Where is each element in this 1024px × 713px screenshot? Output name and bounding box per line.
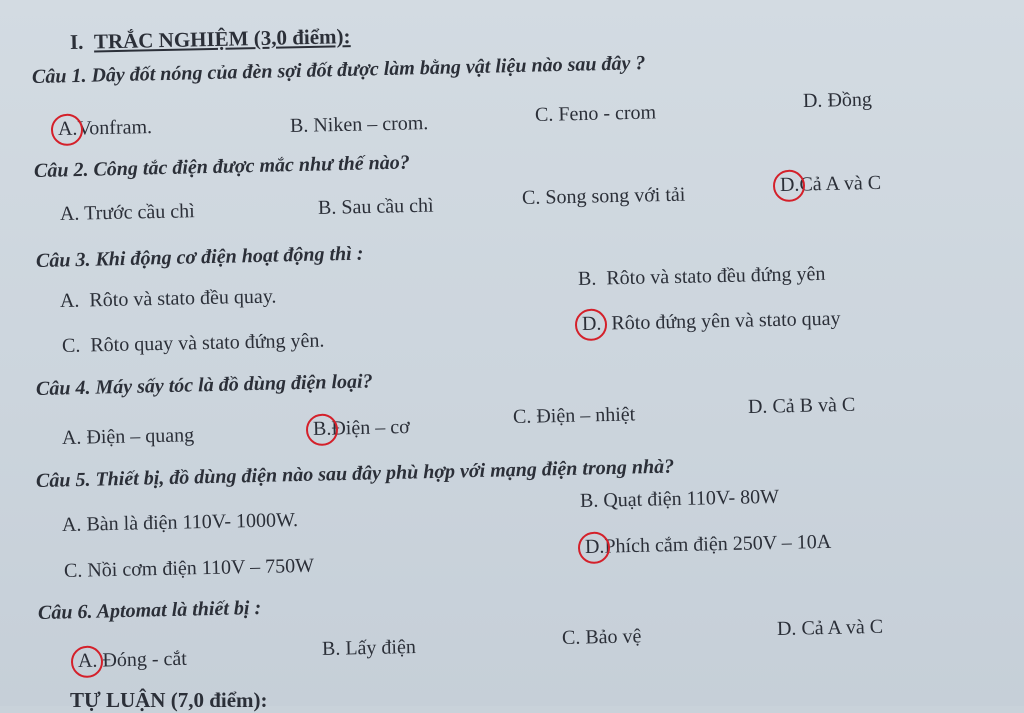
section-2-title: TỰ LUẬN (7,0 điểm): <box>70 688 268 712</box>
q5-option-c[interactable]: C. Nồi cơm điện 110V – 750W <box>63 554 315 582</box>
question-4: Câu 4. Máy sấy tóc là đồ dùng điện loại? <box>35 370 373 400</box>
answer-circle: D. <box>581 312 602 335</box>
q2-option-b[interactable]: B. Sau cầu chì <box>317 194 434 219</box>
q4-option-c[interactable]: C. Điện – nhiệt <box>512 403 636 428</box>
q5-option-b[interactable]: B. Quạt điện 110V- 80W <box>579 485 780 512</box>
q3-option-b[interactable]: B. Rôto và stato đều đứng yên <box>577 262 826 290</box>
q4-option-b[interactable]: B.Điện – cơ <box>312 415 410 440</box>
q2-option-d[interactable]: D.Cả A và C <box>779 171 882 196</box>
question-1: Câu 1. Dây đốt nóng của đèn sợi đốt được làm bằng vật liệu nào sau đây ? <box>31 52 646 88</box>
q1-option-b[interactable]: B. Niken – crom. <box>289 112 429 137</box>
answer-circle: D. <box>779 173 800 196</box>
question-3: Câu 3. Khi động cơ điện hoạt động thì : <box>35 242 364 272</box>
q3-option-c[interactable]: C. Rôto quay và stato đứng yên. <box>61 329 325 357</box>
q6-option-d[interactable]: D. Cả A và C <box>776 615 884 640</box>
q5-option-a[interactable]: A. Bàn là điện 110V- 1000W. <box>61 509 299 536</box>
answer-circle: A. <box>57 117 78 140</box>
question-2: Câu 2. Công tắc điện được mắc như thế nào? <box>33 151 411 182</box>
section-2-heading <box>70 688 268 713</box>
question-5: Câu 5. Thiết bị, đồ dùng điện nào sau đây phù hợp với mạng điện trong nhà? <box>35 455 675 492</box>
q6-option-a[interactable]: A. Đóng - cắt <box>77 647 188 672</box>
question-6: Câu 6. Aptomat là thiết bị : <box>37 596 262 624</box>
q2-option-a[interactable]: A. Trước cầu chì <box>59 200 195 225</box>
q6-option-c[interactable]: C. Bảo vệ <box>561 625 642 649</box>
q1-option-a[interactable]: A.Vonfram. <box>57 116 153 140</box>
q3-option-a[interactable]: A. Rôto và stato đều quay. <box>59 285 277 312</box>
section-heading <box>70 24 351 55</box>
section-title: TRẮC NGHIỆM (3,0 điểm): <box>93 24 351 54</box>
q5-option-d[interactable]: D.Phích cắm điện 250V – 10A <box>584 530 832 558</box>
q1-option-d[interactable]: D. Đồng <box>802 88 873 112</box>
answer-circle: A. <box>77 649 98 672</box>
q6-option-b[interactable]: B. Lấy điện <box>321 636 417 660</box>
q1-option-c[interactable]: C. Feno - crom <box>534 101 657 126</box>
section-numeral: I. <box>69 29 84 54</box>
q2-option-c[interactable]: C. Song song với tải <box>521 183 686 209</box>
answer-circle: D. <box>584 535 605 558</box>
q4-option-d[interactable]: D. Cả B và C <box>747 393 856 418</box>
q4-option-a[interactable]: A. Điện – quang <box>61 424 195 449</box>
q3-option-d[interactable]: D. Rôto đứng yên và stato quay <box>581 307 841 335</box>
answer-circle: B. <box>312 417 332 440</box>
